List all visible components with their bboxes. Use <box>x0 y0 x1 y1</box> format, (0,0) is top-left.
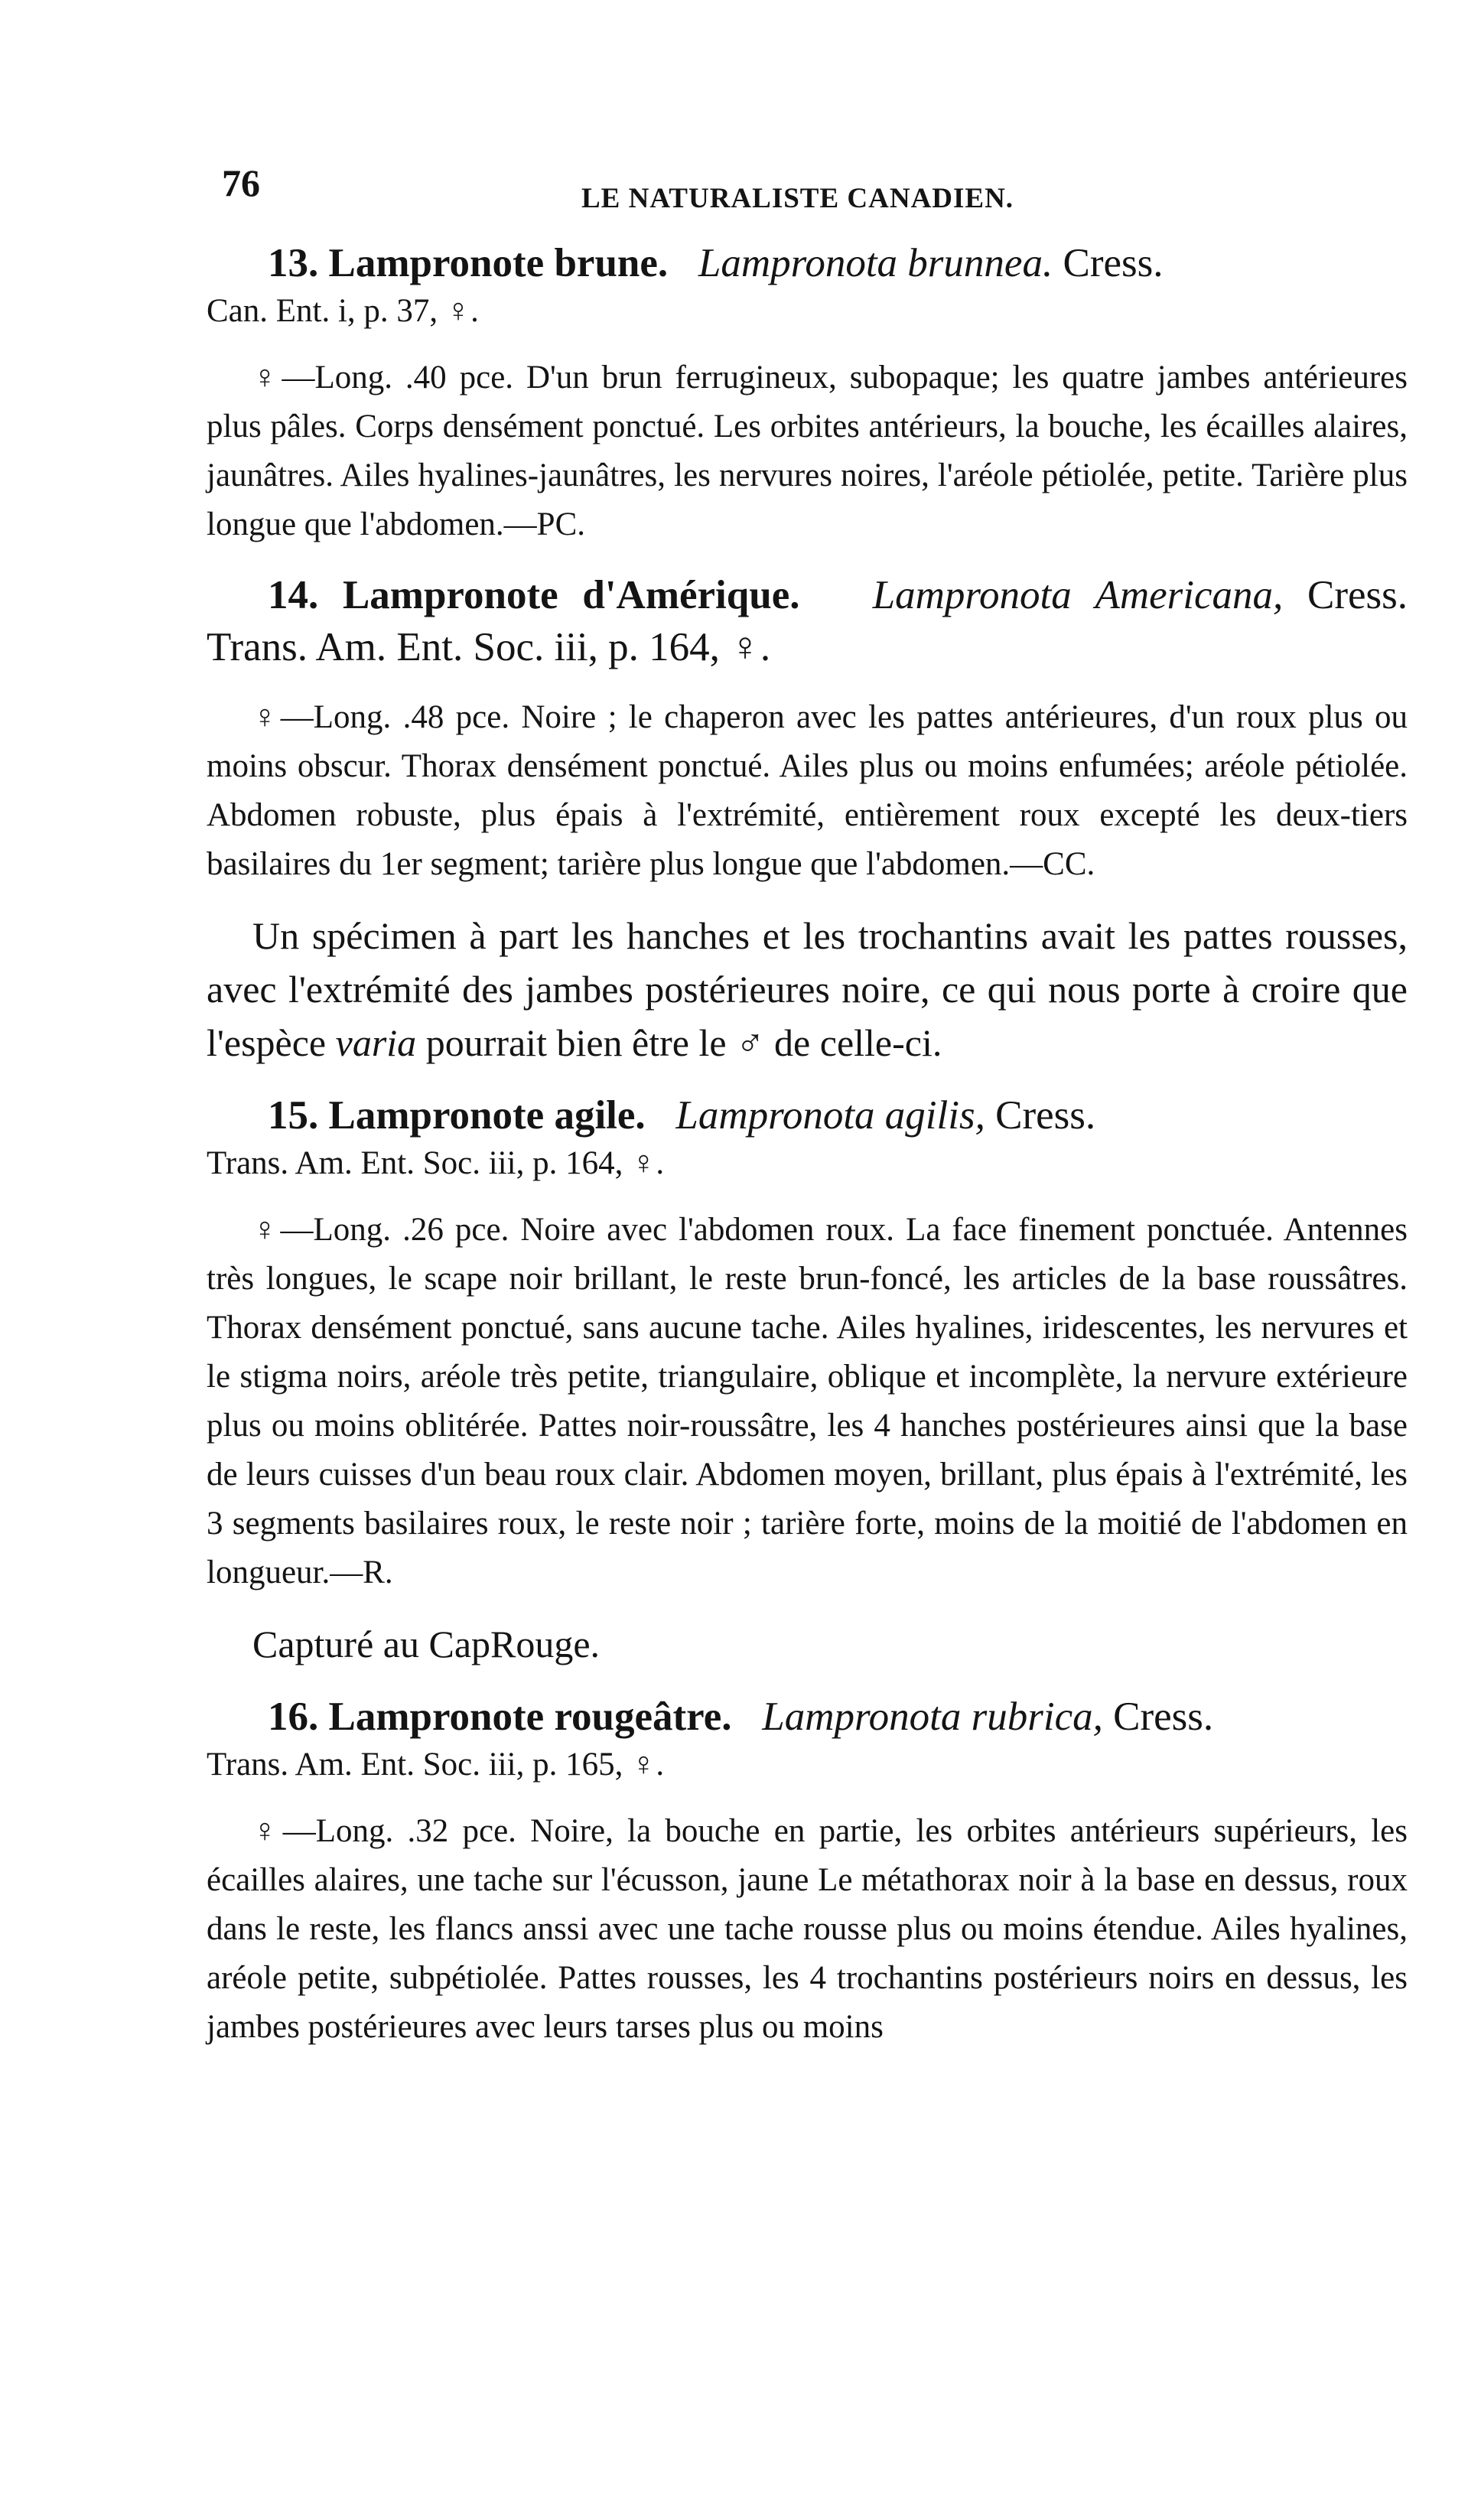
latin-name: Lampronota Americana, <box>872 573 1284 617</box>
entry-15 <box>207 1089 1408 1671</box>
entry-16 <box>207 1691 1408 2052</box>
authority: Cress. <box>1063 241 1164 285</box>
french-name: Lampronote d'Amérique. <box>342 573 800 617</box>
specimen-note <box>207 909 1408 1070</box>
entry-title <box>207 237 1408 289</box>
french-name: Lampronote brune. <box>328 241 669 285</box>
reference: Trans. Am. Ent. Soc. iii, p. 164, ♀. <box>207 1145 665 1181</box>
entry-14 <box>207 569 1408 1070</box>
entry-title <box>207 1089 1408 1141</box>
description: ♀—Long. .48 pce. Noire ; le chaperon avec les pattes antérieures, d'un roux plus ou moins obscur. Thorax densément ponctué. Ailes plus ou moins enfumées; aréole pétiolée. Abdomen robuste, plus épais à l'extrémité, entièrement roux excepté les deux-tiers basilaires du 1er segment; tarière plus longue que l'abdomen.—CC. <box>207 699 1408 882</box>
description: ♀—Long. .32 pce. Noire, la bouche en partie, les orbites antérieurs supérieurs, les écailles alaires, une tache sur l'écusson, jaune Le métathorax noir à la base en dessus, roux dans le reste, les flancs anssi avec une tache rousse plus ou moins étendue. Ailes hyalines, aréole petite, subpétiolée. Pattes rousses, les 4 trochantins postérieurs noirs en dessus, les jambes postérieures avec leurs tarses plus ou moins <box>207 1813 1408 2045</box>
entry-title <box>207 569 1408 673</box>
note-text: Un spécimen à part les hanches et les trochantins avait les pattes rousses, avec l'extrémité des jambes postérieures noire, ce qui nous porte à croire que l'espèce <box>207 914 1408 1064</box>
latin-name: Lampronota agilis, <box>675 1093 985 1138</box>
authority: Cress. <box>995 1093 1096 1138</box>
entry-title <box>207 1691 1408 1743</box>
description: ♀—Long. .40 pce. D'un brun ferrugineux, subopaque; les quatre jambes antérieures plus pâles. Corps densément ponctué. Les orbites antérieurs, la bouche, les écailles alaires, jaunâtres. Ailes hyalines-jaunâtres, les nervures noires, l'aréole pétiolée, petite. Tarière plus longue que l'abdomen.—PC. <box>207 360 1408 542</box>
entry-number: 13. <box>268 241 319 285</box>
french-name: Lampronote rougeâtre. <box>328 1695 732 1739</box>
page-header <box>222 161 1415 222</box>
capture-note: Capturé au CapRouge. <box>252 1623 601 1665</box>
entry-number: 14. <box>268 573 319 617</box>
page-number: 76 <box>222 161 260 204</box>
french-name: Lampronote agile. <box>328 1093 646 1138</box>
description: ♀—Long. .26 pce. Noire avec l'abdomen roux. La face finement ponctuée. Antennes très longues, le scape noir brillant, le reste brun-foncé, les articles de la base roussâtres. Thorax densément ponctué, sans aucune tache. Ailes hyalines, iridescentes, les nervures et le stigma noirs, aréole très petite, triangulaire, oblique et incomplète, la nervure extérieure plus ou moins oblitérée. Pattes noir-roussâtre, les 4 hanches postérieures ainsi que la base de leurs cuisses d'un beau roux clair. Abdomen moyen, brillant, plus épais à l'extrémité, les 3 segments basilaires roux, le reste noir ; tarière forte, moins de la moitié de l'abdomen en longueur.—R. <box>207 1212 1408 1590</box>
entry-13 <box>207 237 1408 549</box>
latin-name: Lampronota rubrica, <box>762 1695 1103 1739</box>
reference: Trans. Am. Ent. Soc. iii, p. 165, ♀. <box>207 1747 665 1783</box>
latin-name: Lampronota brunnea. <box>698 241 1053 285</box>
authority: Cress. Trans. Am. Ent. Soc. iii, p. 164, ♀. <box>207 573 1408 669</box>
note-text-end: pourrait bien être le ♂ de celle-ci. <box>425 1021 942 1064</box>
note-species: varia <box>335 1021 417 1064</box>
reference: Can. Ent. i, p. 37, ♀. <box>207 293 479 329</box>
entry-number: 16. <box>268 1695 319 1739</box>
entry-number: 15. <box>268 1093 319 1138</box>
page-body <box>207 237 1408 2052</box>
running-title: LE NATURALISTE CANADIEN. <box>581 183 1014 214</box>
authority: Cress. <box>1113 1695 1214 1739</box>
